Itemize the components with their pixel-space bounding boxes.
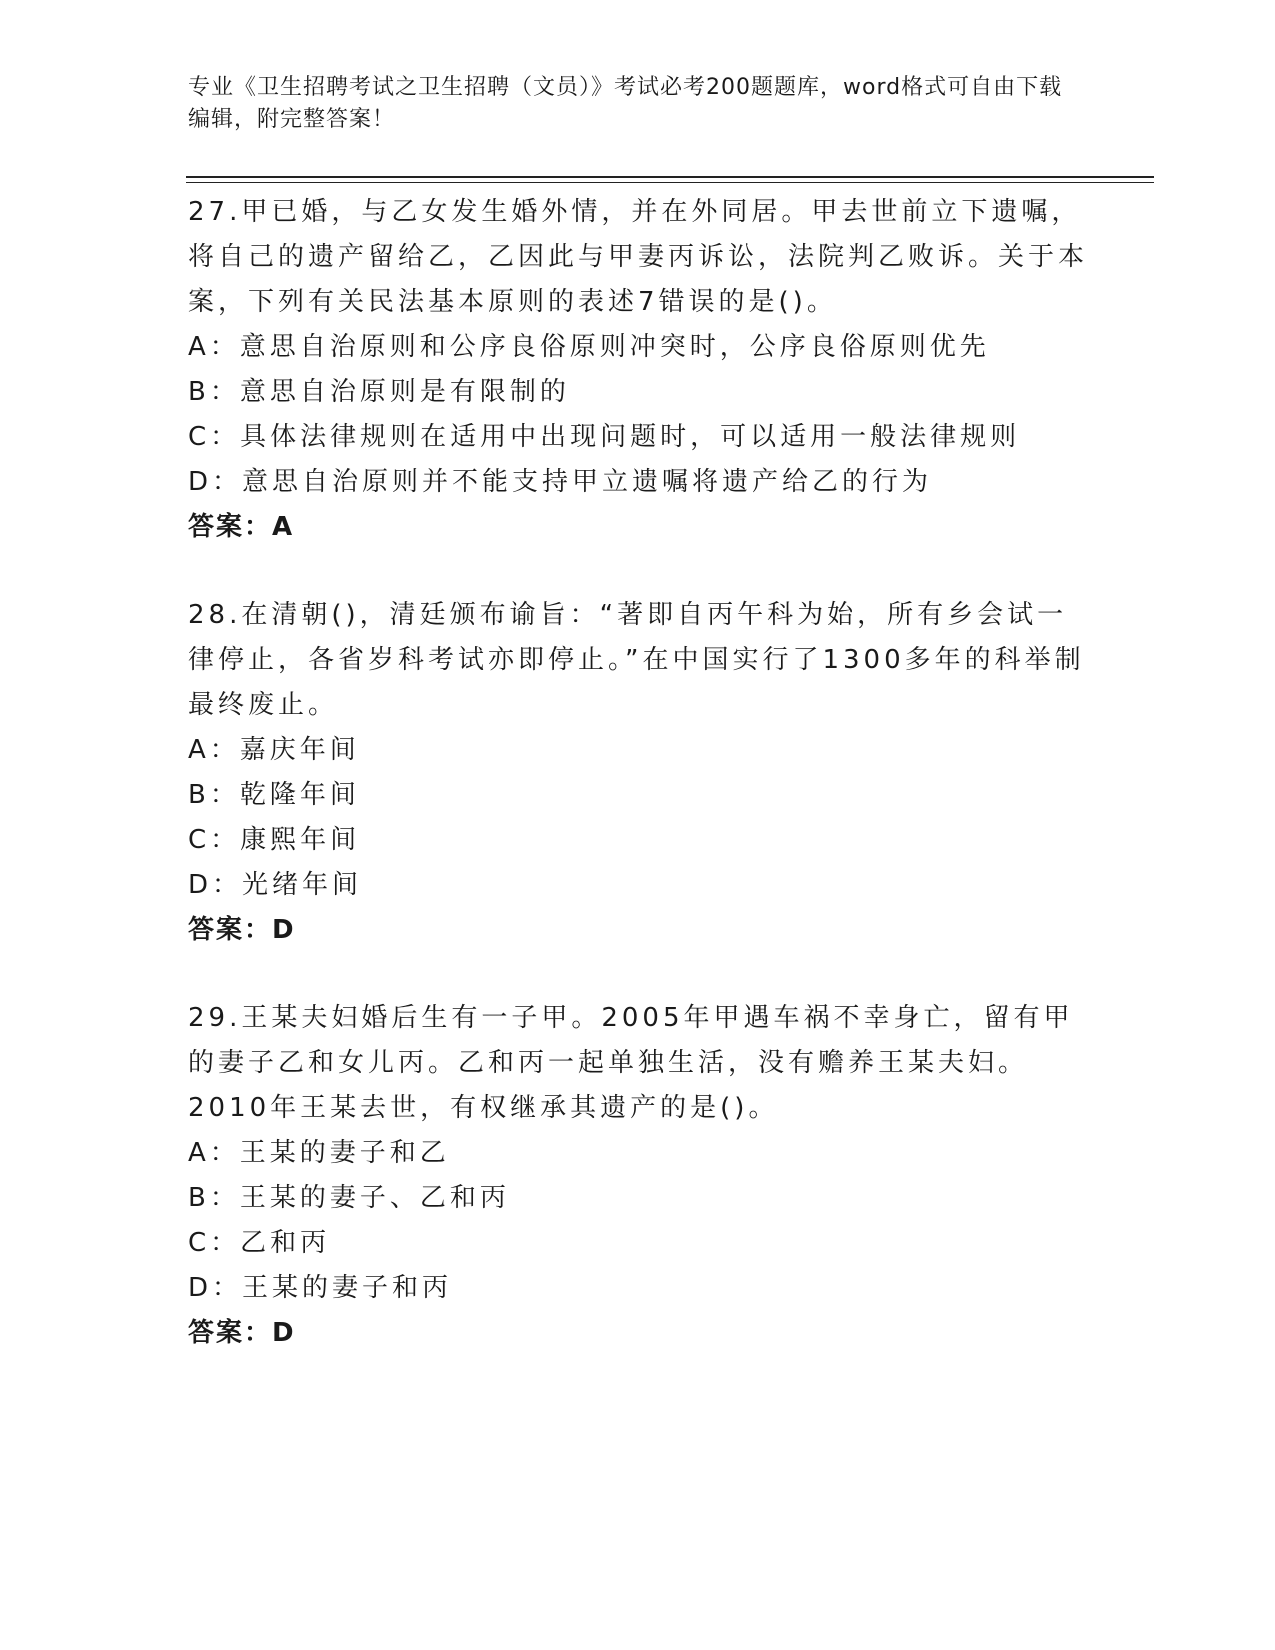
header-divider — [186, 176, 1154, 178]
option-d: D：光绪年间 — [188, 870, 363, 900]
option-d: D：意思自治原则并不能支持甲立遗嘱将遗产给乙的行为 — [188, 467, 933, 497]
option-a: A：意思自治原则和公序良俗原则冲突时，公序良俗原则优先 — [188, 332, 990, 362]
question-list — [188, 190, 1088, 1356]
document-header: 专业《卫生招聘考试之卫生招聘（文员）》考试必考200题题库，word格式可自由下载编辑，附完整答案！ — [188, 75, 1063, 132]
question-28 — [188, 593, 1088, 953]
answer-label: 答案：D — [188, 1318, 296, 1348]
question-stem: 27.甲已婚，与乙女发生婚外情，并在外同居。甲去世前立下遗嘱，将自己的遗产留给乙，乙因此与甲妻丙诉讼，法院判乙败诉。关于本案，下列有关民法基本原则的表述7错误的是()。 — [188, 197, 1089, 317]
option-b: B：意思自治原则是有限制的 — [188, 377, 570, 407]
option-a: A：王某的妻子和乙 — [188, 1138, 450, 1168]
option-c: C：康熙年间 — [188, 825, 361, 855]
question-stem: 29.王某夫妇婚后生有一子甲。2005年甲遇车祸不幸身亡，留有甲的妻子乙和女儿丙。乙和丙一起单独生活，没有赡养王某夫妇。2010年王某去世，有权继承其遗产的是()。 — [188, 1003, 1074, 1123]
option-a: A：嘉庆年间 — [188, 735, 360, 765]
header-divider-thin — [186, 182, 1154, 183]
question-27 — [188, 190, 1088, 550]
option-b: B：王某的妻子、乙和丙 — [188, 1183, 510, 1213]
option-d: D：王某的妻子和丙 — [188, 1273, 453, 1303]
option-c: C：乙和丙 — [188, 1228, 331, 1258]
answer-label: 答案：D — [188, 915, 296, 945]
option-c: C：具体法律规则在适用中出现问题时，可以适用一般法律规则 — [188, 422, 1021, 452]
option-b: B：乾隆年间 — [188, 780, 360, 810]
question-29 — [188, 996, 1088, 1356]
question-stem: 28.在清朝()，清廷颁布谕旨：“著即自丙午科为始，所有乡会试一律停止，各省岁科考试亦即停止。”在中国实行了1300多年的科举制最终废止。 — [188, 600, 1085, 720]
answer-label: 答案：A — [188, 512, 295, 542]
